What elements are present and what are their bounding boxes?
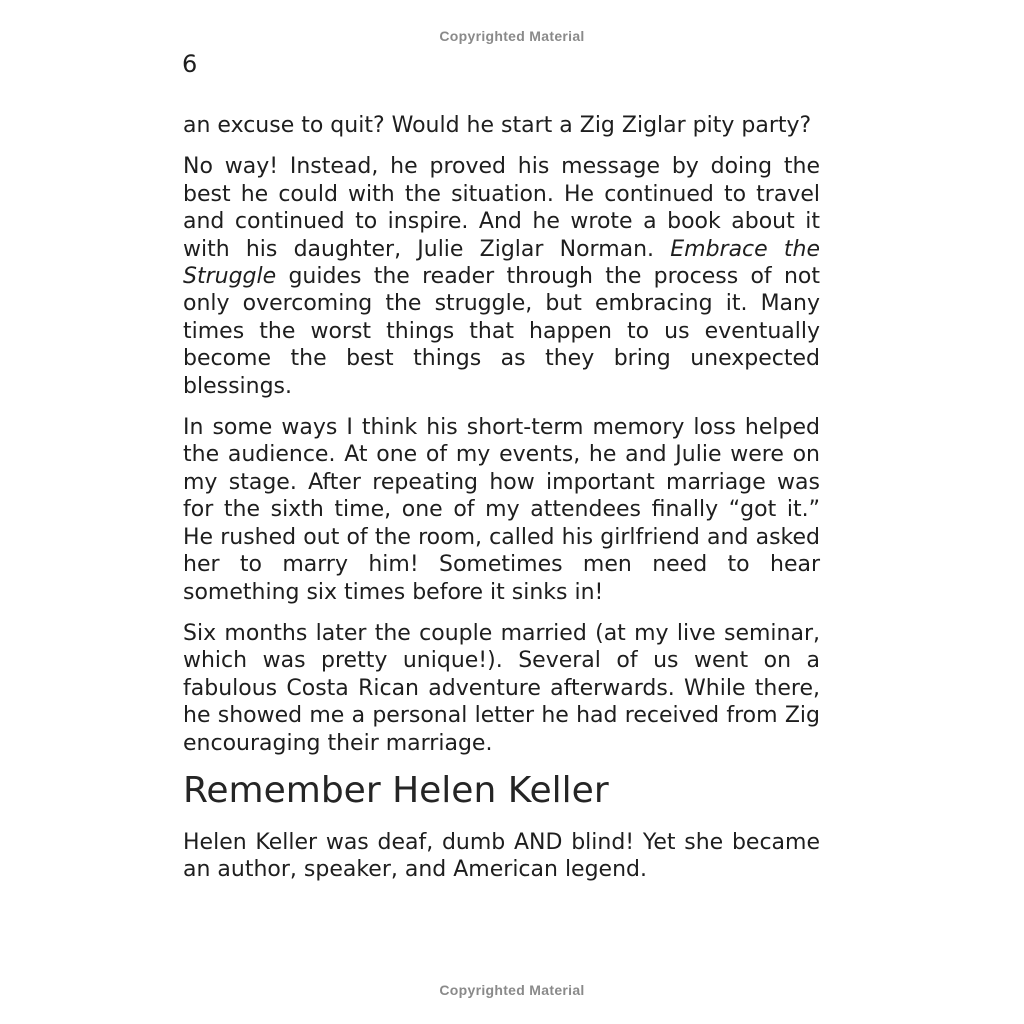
paragraph: Helen Keller was deaf, dumb AND blind! Yet she became an author, speaker, and American legend. bbox=[183, 829, 820, 882]
section-heading: Remember Helen Keller bbox=[183, 769, 609, 811]
paragraph-text: No way! Instead, he proved his message by doing the best he could with the situation. He continued to travel and continued to inspire. And he wrote a book about it with his daughter, Julie Ziglar Norman. bbox=[183, 154, 820, 262]
body-text-column bbox=[183, 112, 820, 897]
paragraph-text: guides the reader through the process of not only overcoming the struggle, but embracing it. Many times the worst things that happen to us eventually become the best things as they bring unexpected blessings. bbox=[183, 264, 820, 399]
page-number: 6 bbox=[182, 50, 198, 78]
copyright-notice-top: Copyrighted Material bbox=[439, 28, 585, 44]
paragraph: an excuse to quit? Would he start a Zig Ziglar pity party? bbox=[183, 113, 812, 138]
paragraph: Six months later the couple married (at my live seminar, which was pretty unique!). Several of us went on a fabulous Costa Rican adventure afterwards. While there, he showed me a personal letter he had received from Zig encouraging their marriage. bbox=[183, 620, 820, 756]
copyright-notice-bottom: Copyrighted Material bbox=[439, 982, 585, 998]
book-title-italic: Embrace the Struggle bbox=[183, 236, 820, 290]
paragraph bbox=[183, 153, 820, 400]
paragraph: In some ways I think his short-term memory loss helped the audience. At one of my events, he and Julie were on my stage. After repeating how important marriage was for the sixth time, one of my attendees finally “got it.” He rushed out of the room, called his girlfriend and asked her to marry him! Sometimes men need to hear something six times before it sinks in! bbox=[183, 415, 820, 605]
